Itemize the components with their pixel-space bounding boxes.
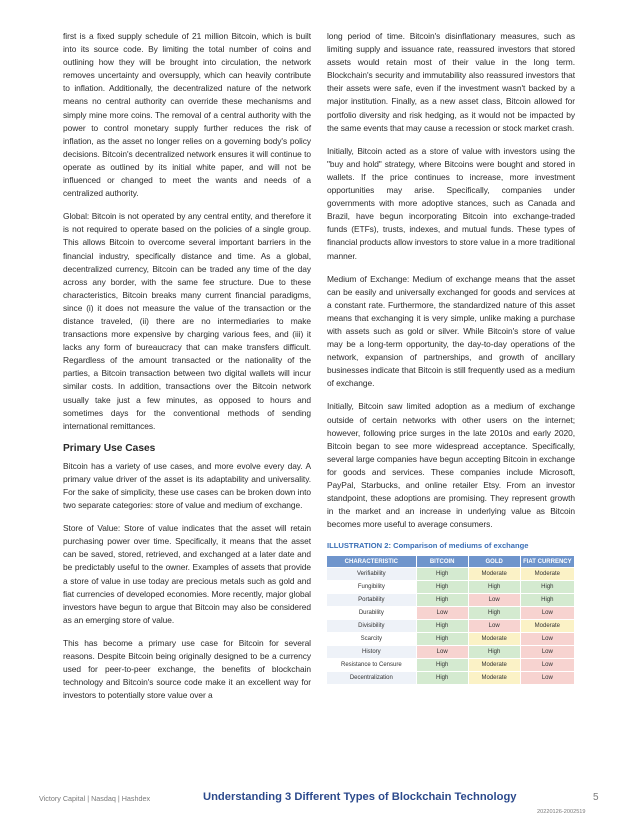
table-row (327, 581, 575, 594)
comparison-table (327, 556, 575, 684)
table-row (327, 672, 575, 685)
table-rating-cell: Low (520, 633, 574, 646)
table-rating-cell: High (520, 594, 574, 607)
table-row (327, 607, 575, 620)
table-rating-cell: High (520, 581, 574, 594)
table-rating-cell: Low (520, 672, 574, 685)
table-characteristic-cell: Fungibility (327, 581, 416, 594)
right-paragraph-3: Medium of Exchange: Medium of exchange means that the asset can be easily and universally exchanged for goods and services at a constant rate. Furthermore, the standardized nature of this asset means that exchanging it is very simple, unlike making a purchase with assets such as gold or silver. While Bitcoin's store of value may be a long-term opportunity, the day-to-day operations of the network, expansion of partnerships, and growth of ancillary businesses indicate that Bitcoin is still frequently used as a medium of exchange. (327, 273, 575, 389)
table-characteristic-cell: Decentralization (327, 672, 416, 685)
table-characteristic-cell: History (327, 646, 416, 659)
table-rating-cell: High (468, 646, 520, 659)
section-heading-primary-use-cases: Primary Use Cases (63, 442, 156, 454)
footer-sponsors: Victory Capital | Nasdaq | Hashdex (39, 794, 151, 803)
table-row (327, 594, 575, 607)
table-row (327, 646, 575, 659)
table-rating-cell: High (468, 607, 520, 620)
table-header-row (327, 556, 575, 568)
table-rating-cell: High (416, 633, 468, 646)
table-rating-cell: Low (520, 659, 574, 672)
table-row (327, 568, 575, 581)
right-column (327, 30, 575, 684)
table-characteristic-cell: Portability (327, 594, 416, 607)
illustration-title: ILLUSTRATION 2: Comparison of mediums of exchange (327, 541, 529, 551)
table-rating-cell: Moderate (520, 568, 574, 581)
table-rating-cell: Low (468, 620, 520, 633)
table-rating-cell: Low (416, 646, 468, 659)
table-characteristic-cell: Scarcity (327, 633, 416, 646)
table-header-cell: CHARACTERISTIC (327, 556, 416, 568)
table-rating-cell: High (416, 620, 468, 633)
table-header-cell: BITCOIN (416, 556, 468, 568)
table-characteristic-cell: Durability (327, 607, 416, 620)
left-paragraph-2: Global: Bitcoin is not operated by any central entity, and therefore it is not required to operate based on the policies of a single group. This allows Bitcoin to overcome several important barriers in the financial industry, specifically distance and time. As a global, decentralized currency, Bitcoin can be traded any time of the day across any border, with the same fee structure. Due to these characteristics, Bitcoin breaks many current financial paradigms, since (i) it does not measure the value of the transaction or the distance traveled, (ii) there are no intermediaries to make transactions more expensive by charging various fees, and (iii) it lacks any form of bureaucracy that can make transfers difficult. Regardless of the amount transacted or the nationality of the parties, a Bitcoin transaction between two digital wallets will incur similar costs. In addition, transactions over the Bitcoin network usually take just a few minutes, as opposed to hours and sometimes days for the conventional methods of sending international remittances. (63, 211, 311, 431)
right-paragraph-2: Initially, Bitcoin acted as a store of value with investors using the "buy and hold" strategy, where Bitcoins were bought and stored in wallets. If the price continues to increase, more investment opportunities may arise. Specifically, companies under governments with more adoptive stances, such as Canada and Brazil, have begun incorporating Bitcoin into exchange-traded funds (ETFs), trusts, indexes, and mutual funds. These types of financial products allow investors to store value in a more traditional manner. (327, 145, 575, 261)
table-rating-cell: High (416, 581, 468, 594)
page-number: 5 (593, 792, 599, 803)
table-characteristic-cell: Verifiability (327, 568, 416, 581)
table-rating-cell: Moderate (468, 568, 520, 581)
table-rating-cell: Moderate (468, 672, 520, 685)
table-rating-cell: High (468, 581, 520, 594)
table-rating-cell: Low (520, 646, 574, 659)
table-rating-cell: Low (468, 594, 520, 607)
table-characteristic-cell: Resistance to Censure (327, 659, 416, 672)
table-rating-cell: High (416, 659, 468, 672)
table-row (327, 659, 575, 672)
table-rating-cell: Moderate (468, 659, 520, 672)
left-paragraph-3: Bitcoin has a variety of use cases, and more evolve every day. A primary value driver of the asset is its adaptability and universality. For the sake of simplicity, these use cases can be broken down into two separate categories: store of value and medium of exchange. (63, 460, 311, 511)
table-row (327, 633, 575, 646)
table-rating-cell: Moderate (468, 633, 520, 646)
table-rating-cell: High (416, 568, 468, 581)
table-characteristic-cell: Divisibility (327, 620, 416, 633)
table-header-cell: GOLD (468, 556, 520, 568)
document-code: 20220126-2002519 (537, 809, 586, 815)
right-paragraph-1: long period of time. Bitcoin's disinflationary measures, such as limiting supply and issuance rate, reassured investors that stored assets would retain most of their value in the long term. Blockchain's security and immutability also reassured investors that their assets were safe, even if the investment wasn't backed by a major institution. Finally, as a new asset class, Bitcoin allowed for portfolio diversity and risk hedging, as it would not be impacted by the same events that may cause a recession or stock market crash. (327, 31, 575, 133)
table-rating-cell: Moderate (520, 620, 574, 633)
right-paragraph-4: Initially, Bitcoin saw limited adoption as a medium of exchange outside of certain networks with other users on the internet; however, following price surges in the late 2010s and early 2020, Bitcoin began to see more widespread acceptance. Specifically, several large companies have begun accepting Bitcoin in exchange for goods and services. These companies include Microsoft, PayPal, Starbucks, and online retailer Etsy. From an investor standpoint, these adoptions are promising. They represent growth in the market and an increase in underlying value as Bitcoin becomes more useful to average consumers. (327, 401, 575, 530)
left-paragraph-4: Store of Value: Store of value indicates that the asset will retain purchasing power over time. Specifically, it means that the asset can be saved, stored, retrieved, and exchanged at a later date and be predictably useful to the owner. Examples of assets that provide a store of value in use today are precious metals such as gold and fiat currencies of developed economies. More recently, major global investors have begun to argue that Bitcoin may also be considered as an emerging store of value. (63, 523, 311, 625)
footer-document-title: Understanding 3 Different Types of Blockchain Technology (203, 791, 517, 803)
left-paragraph-1: first is a fixed supply schedule of 21 million Bitcoin, which is built into its source code. By limiting the total number of coins and outlining how they will be brought into circulation, the network removes uncertainty and oversupply, which can heavily contribute to inflation. Additionally, the decentralized nature of the network means no central authority can override these mechanisms and simply mine more coins. The removal of a central authority with the power to control monetary supply further reduces the risk of inflation, as the asset no longer relies on a governing body's policy decisions. Bitcoin's decentralized network ensures it will continue to operate as outlined by its initial white paper, and will not be influenced or changed to meet the wants and needs of a centralized authority. (63, 31, 311, 199)
page-footer (0, 790, 638, 820)
table-header-cell: FIAT CURRENCY (520, 556, 574, 568)
left-column (63, 30, 311, 712)
left-paragraph-5: This has become a primary use case for Bitcoin for several reasons. Despite Bitcoin being originally designed to be a currency used for peer-to-peer exchange, the benefits of blockchain technology and Bitcoin's source code make it an excellent way for investors to potentially store value over a (63, 637, 311, 701)
table-rating-cell: Low (416, 607, 468, 620)
table-rating-cell: Low (520, 607, 574, 620)
table-row (327, 620, 575, 633)
table-rating-cell: High (416, 672, 468, 685)
table-body (327, 568, 575, 685)
table-rating-cell: High (416, 594, 468, 607)
